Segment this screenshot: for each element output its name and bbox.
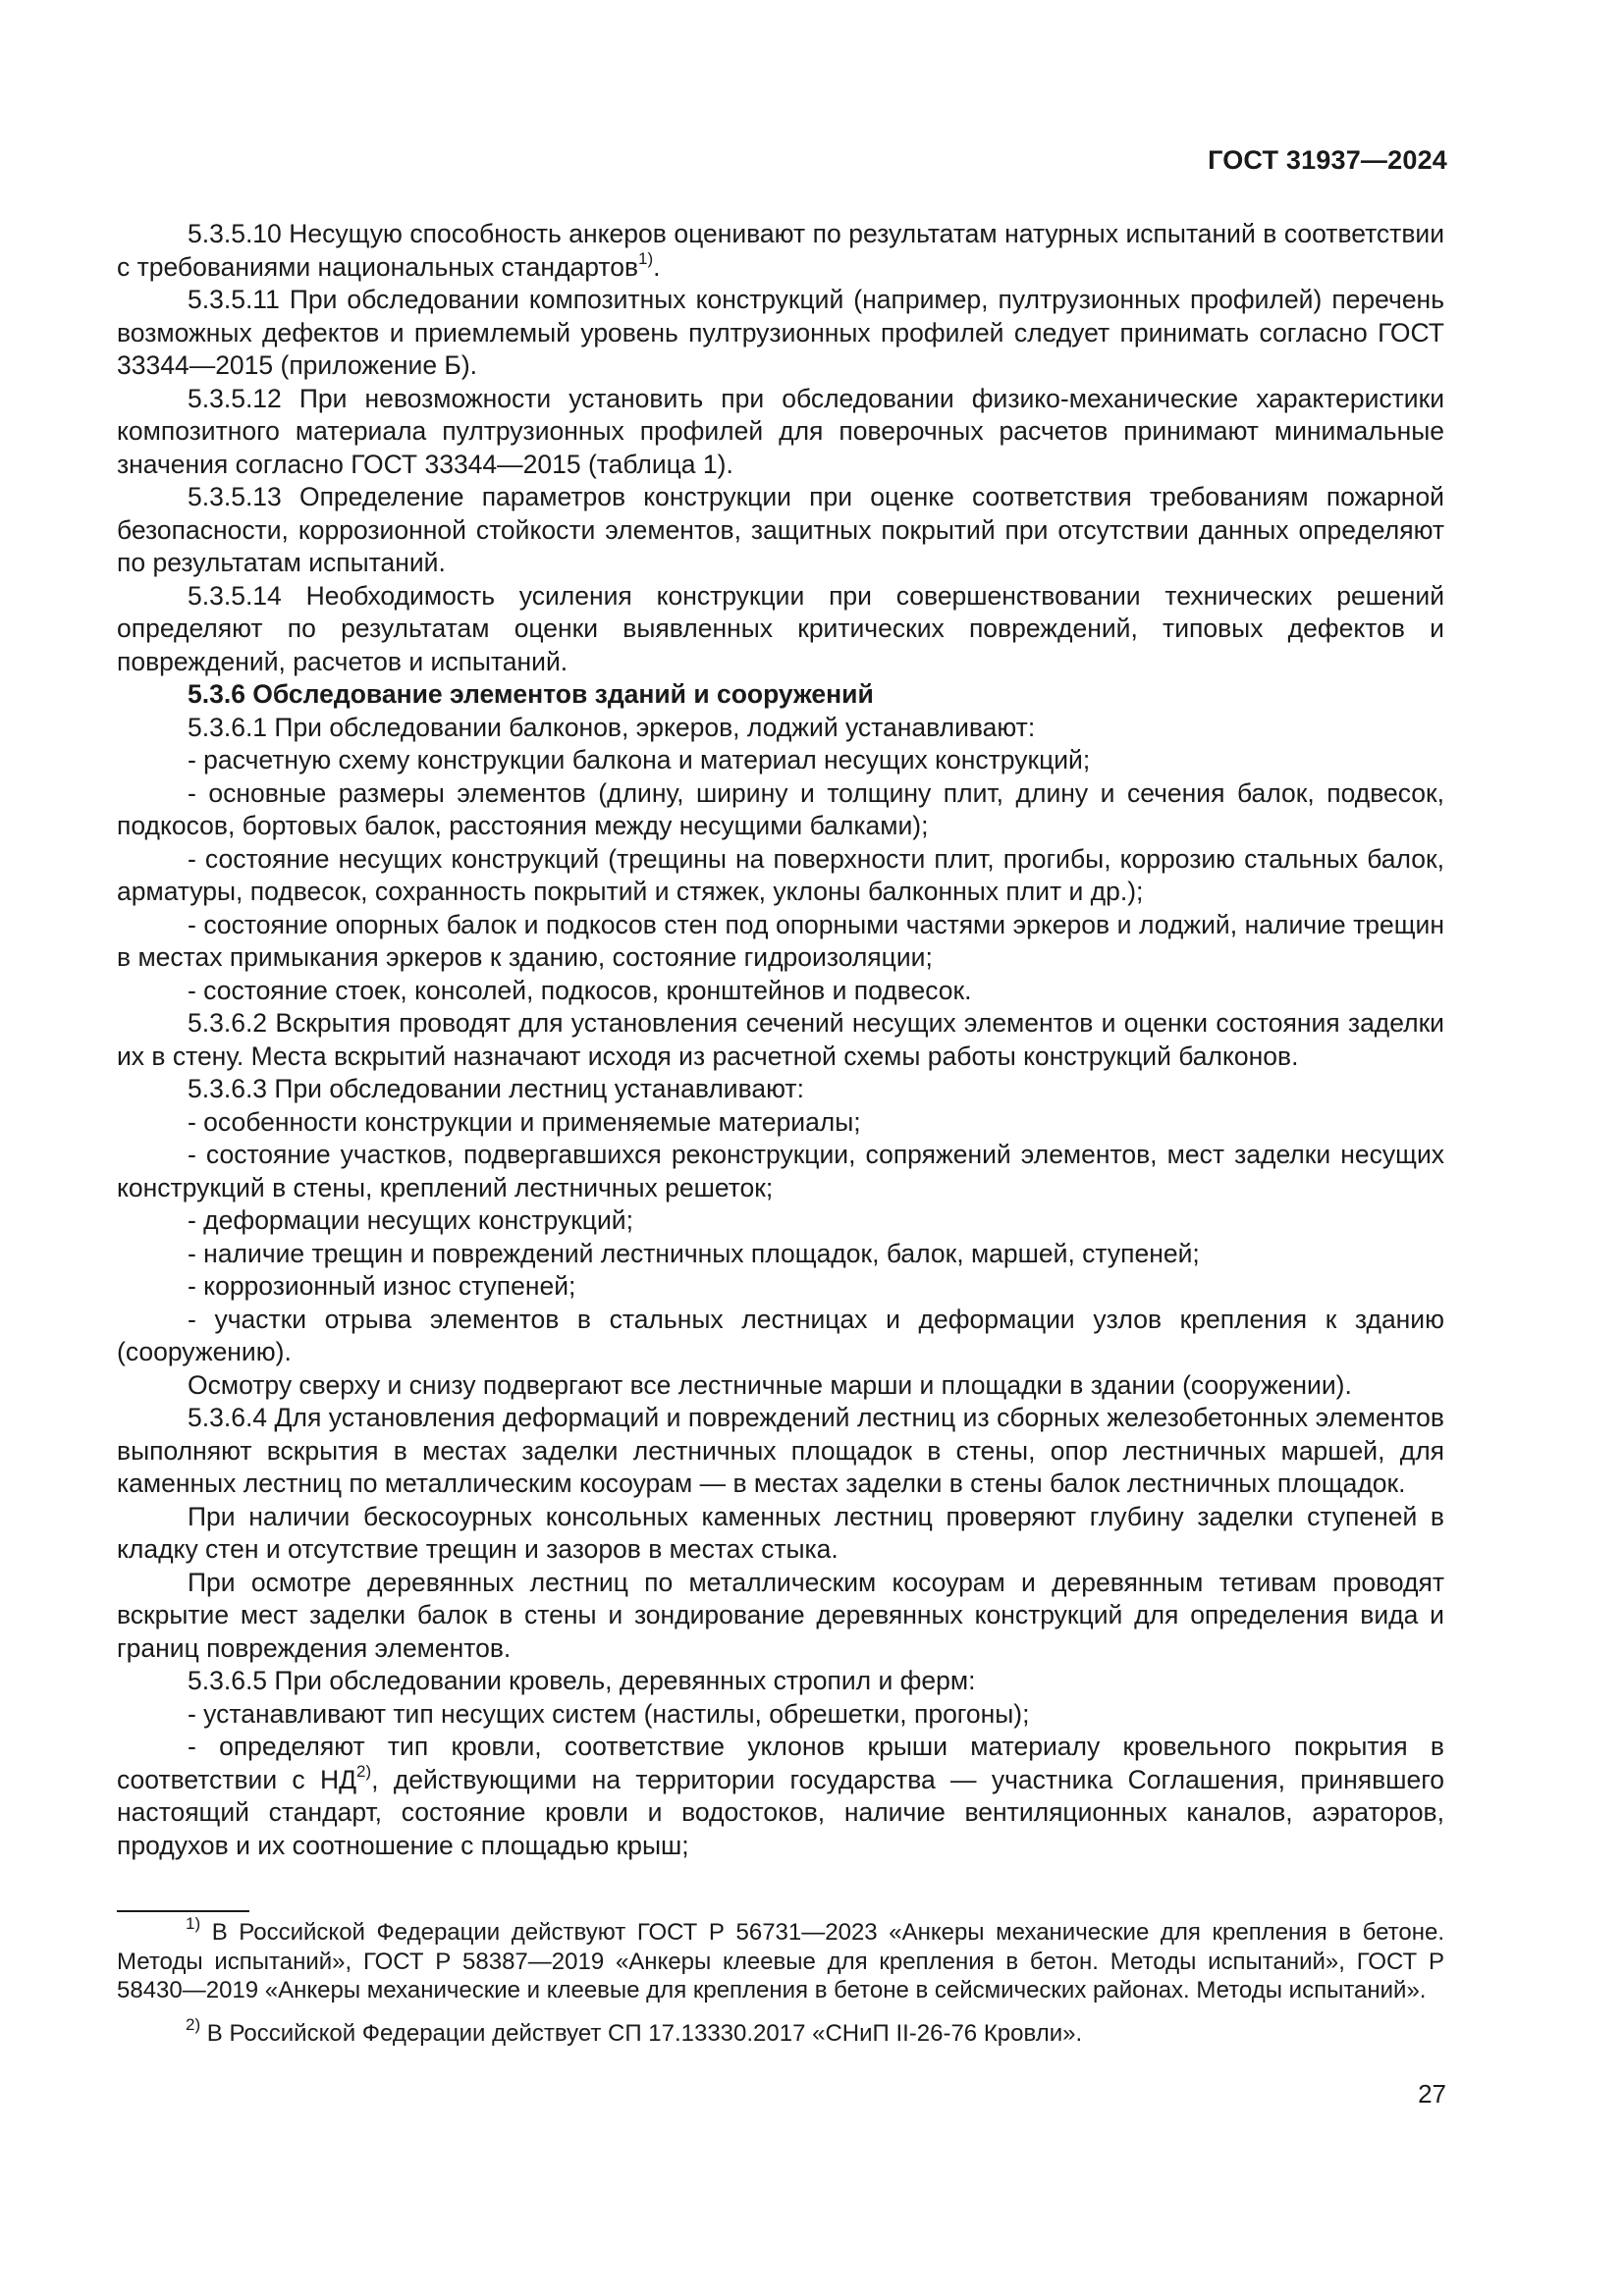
paragraph-5-3-6-3: 5.3.6.3 При обследовании лестниц устанавливают: — [188, 1074, 804, 1103]
paragraph-5-3-6-2: 5.3.6.2 Вскрытия проводят для установления сечений несущих элементов и оценки состояния заделки их в стену. Места вскрытий назначают исходя из расчетной схемы работы конструкций балконов. — [117, 1008, 1444, 1071]
paragraph-5-3-5-14: 5.3.5.14 Необходимость усиления конструкции при совершенствовании технических решений определяют по результатам оценки выявленных критических повреждений, типовых дефектов и повреждений, расчетов и испытаний. — [117, 580, 1444, 676]
list-item: - состояние участков, подвергавшихся реконструкции, сопряжений элементов, мест заделки несущих конструкций в стены, креплений лестничных решеток; — [117, 1140, 1444, 1202]
paragraph-5-3-6-1: 5.3.6.1 При обследовании балконов, эркеров, лоджий устанавливают: — [188, 712, 1036, 742]
paragraph-5-3-6-5: 5.3.6.5 При обследовании кровель, деревянных стропил и ферм: — [188, 1666, 976, 1695]
list-item: - деформации несущих конструкций; — [188, 1205, 633, 1235]
paragraph-wooden-stairs: При осмотре деревянных лестниц по металлическим косоурам и деревянным тетивам проводят вскрытие мест заделки балок в стены и зондирование деревянных конструкций для определения вида и границ повреждения элементов. — [117, 1567, 1444, 1663]
footnote-mark: 1) — [186, 1914, 201, 1933]
section-heading-5-3-6: 5.3.6 Обследование элементов зданий и сооружений — [188, 679, 874, 709]
page-number: 27 — [1418, 2079, 1446, 2109]
footnote-ref-1[interactable]: 1) — [638, 248, 654, 268]
list-item: - основные размеры элементов (длину, ширину и толщину плит, длину и сечения балок, подвесок, подкосов, бортовых балок, расстояния между несущими балками); — [117, 777, 1444, 840]
list-item: - участки отрыва элементов в стальных лестницах и деформации узлов крепления к зданию (сооружению). — [117, 1304, 1444, 1366]
paragraph-inspection-note: Осмотру сверху и снизу подвергают все лестничные марши и площадки в здании (сооружении). — [188, 1369, 1352, 1400]
list-item: - состояние стоек, консолей, подкосов, кронштейнов и подвесок. — [188, 975, 972, 1005]
footnote-2: $^{2)}$ В Российской Федерации действует СП 17.13330.2017 «СНиП II-26-76 Кровли». — [186, 2014, 1083, 2047]
paragraph-5-3-6-4: 5.3.6.4 Для установления деформаций и повреждений лестниц из сборных железобетонных элементов выполняют вскрытия в местах заделки лестничных площадок в стены, опор лестничных маршей, для каменных лестниц по металлическим косоурам — в местах заделки в стены балок лестничных площадок. — [117, 1403, 1444, 1498]
document-body — [117, 218, 1444, 1862]
list-item: - расчетную схему конструкции балкона и материал несущих конструкций; — [188, 745, 1091, 774]
footnotes — [117, 1914, 1444, 2048]
footnote-divider — [117, 1910, 249, 1912]
list-item: - определяют тип кровли, соответствие уклонов крыши материалу кровельного покрытия в соответствии с НД$^{2)}$, действующими на территории государства — участника Соглашения, принявшего настоящий стандарт, состояние кровли и водостоков, наличие вентиляционных каналов, аэраторов, продухов и их соотношение с площадью крыш; — [117, 1732, 1445, 1860]
paragraph-5-3-5-10: 5.3.5.10 Несущую способность анкеров оценивают по результатам натурных испытаний в соответствии с требованиями национальных стандартов$^{1)}$. — [117, 219, 1444, 282]
footnote-1: $^{1)}$ В Российской Федерации действуют ГОСТ Р 56731—2023 «Анкеры механические для крепления в бетоне. Методы испытаний», ГОСТ Р 58387—2019 «Анкеры клеевые для крепления в бетон. Методы испытаний», ГОСТ Р 58430—2019 «Анкеры механические и клеевые для крепления в бетоне в сейсмических районах. Методы испытаний». — [117, 1914, 1444, 2003]
list-item: - коррозионный износ ступеней; — [188, 1271, 576, 1301]
list-item: - состояние опорных балок и подкосов стен под опорными частями эркеров и лоджий, наличие трещин в местах примыкания эркеров к зданию, состояние гидроизоляции; — [117, 909, 1444, 972]
footnote-ref-2[interactable]: 2) — [356, 1761, 372, 1781]
document-header: ГОСТ 31937—2024 — [1208, 145, 1447, 175]
list-item: - устанавливают тип несущих систем (настилы, обрешетки, прогоны); — [188, 1698, 1030, 1729]
list-item: - особенности конструкции и применяемые материалы; — [188, 1106, 861, 1137]
paragraph-cantilever-stairs: При наличии бескосоурных консольных каменных лестниц проверяют глубину заделки ступеней в кладку стен и отсутствие трещин и зазоров в местах стыка. — [117, 1501, 1444, 1564]
list-item: - наличие трещин и повреждений лестничных площадок, балок, маршей, ступеней; — [188, 1238, 1200, 1268]
footnote-mark: 2) — [186, 2014, 201, 2034]
paragraph-5-3-5-11: 5.3.5.11 При обследовании композитных конструкций (например, пултрузионных профилей) перечень возможных дефектов и приемлемый уровень пултрузионных профилей следует принимать согласно ГОСТ 33344—2015 (приложение Б). — [117, 285, 1444, 380]
paragraph-5-3-5-13: 5.3.5.13 Определение параметров конструкции при оценке соответствия требованиям пожарной безопасности, коррозионной стойкости элементов, защитных покрытий при отсутствии данных определяют по результатам испытаний. — [117, 482, 1444, 577]
paragraph-5-3-5-12: 5.3.5.12 При невозможности установить при обследовании физико-механические характеристики композитного материала пултрузионных профилей для поверочных расчетов принимают минимальные значения согласно ГОСТ 33344—2015 (таблица 1). — [117, 383, 1444, 479]
list-item: - состояние несущих конструкций (трещины на поверхности плит, прогибы, коррозию стальных балок, арматуры, подвесок, сохранность покрытий и стяжек, уклоны балконных плит и др.); — [117, 843, 1444, 906]
